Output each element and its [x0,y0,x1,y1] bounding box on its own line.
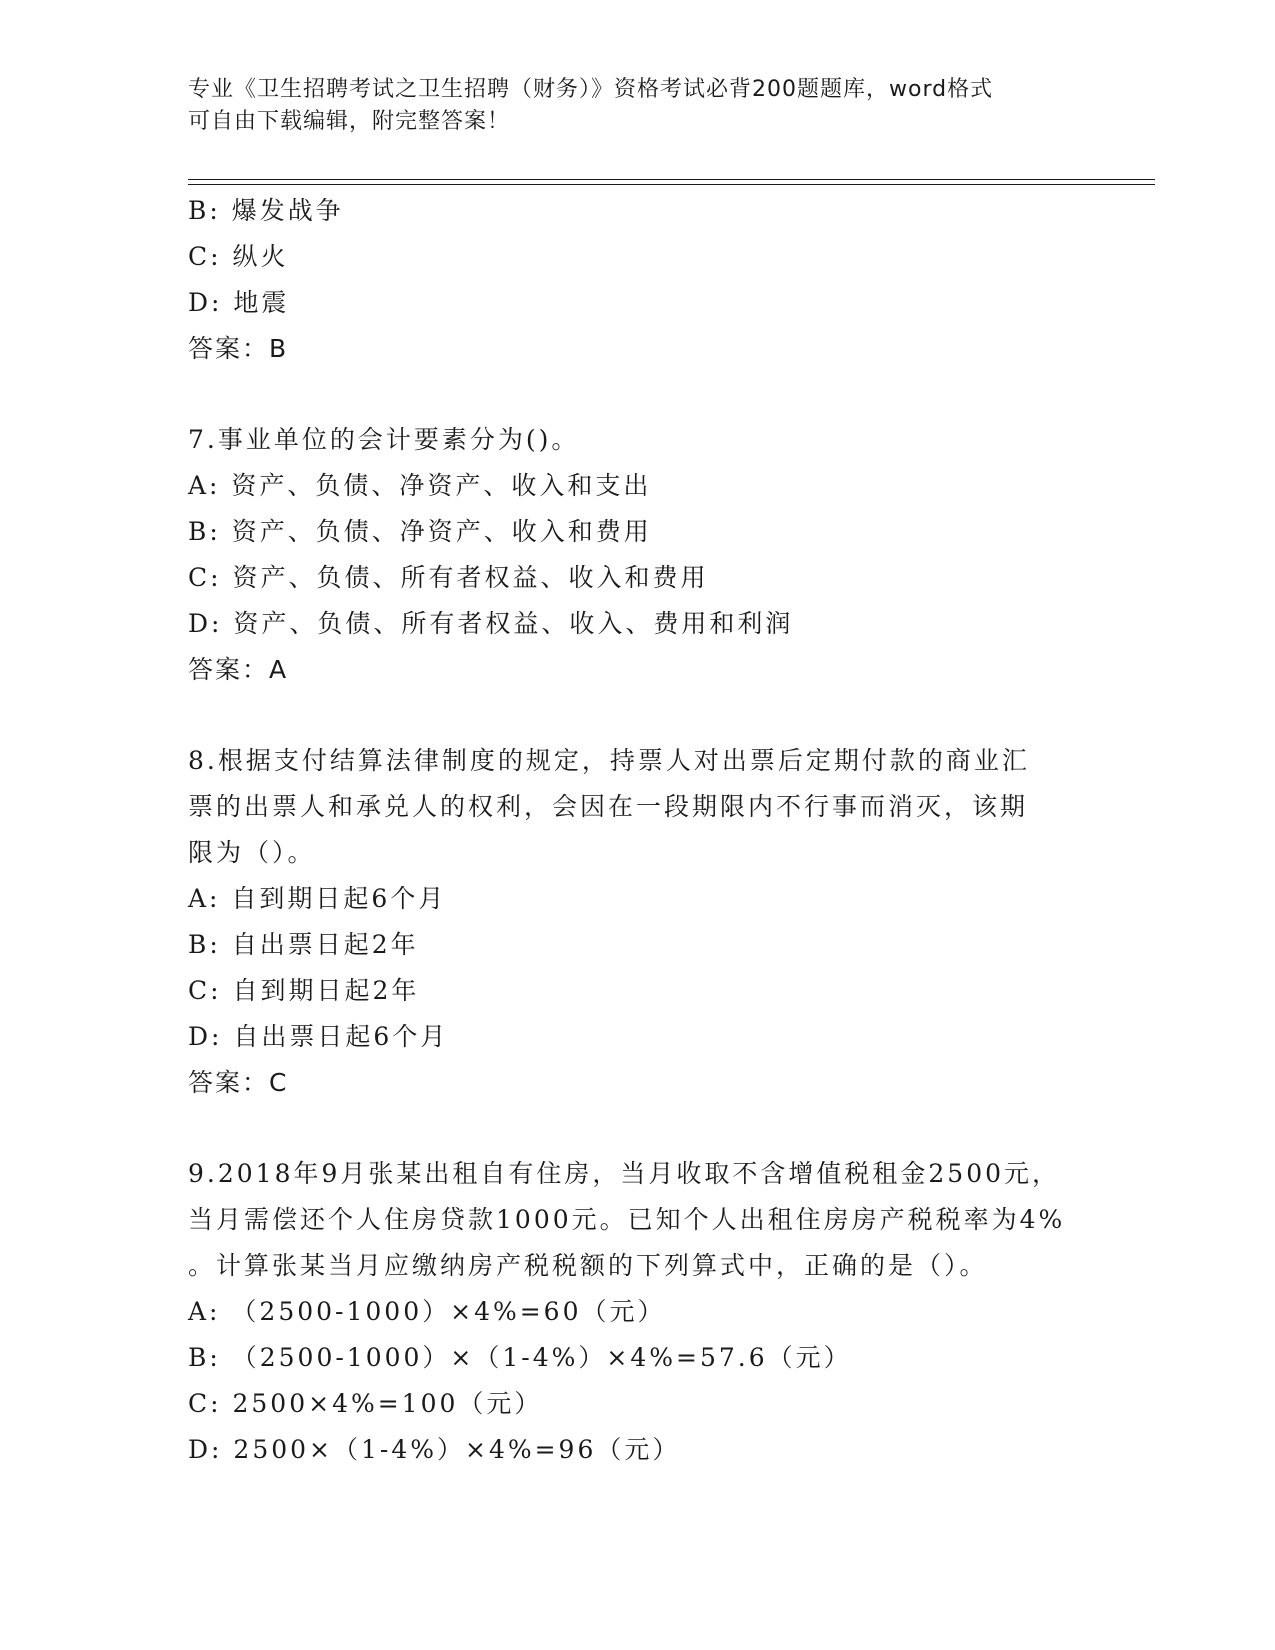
option-d: D: 资产、负债、所有者权益、收入、费用和利润 [188,609,794,638]
option-b: B: 资产、负债、净资产、收入和费用 [188,517,652,546]
answer-line: 答案：A [188,655,289,684]
stem-line: 7.事业单位的会计要素分为()。 [188,425,580,454]
answer-line: 答案：B [188,334,289,363]
question-stem [188,738,1088,876]
option-d: D: 地震 [188,288,290,317]
header-rule-bottom [188,184,1155,185]
document-header [188,74,1068,138]
option-c: C: 2500×4%=100（元） [188,1389,543,1418]
option-a: A: 资产、负债、净资产、收入和支出 [188,471,652,500]
option-c: C: 自到期日起2年 [188,976,420,1005]
stem-line: 限为（）。 [188,838,316,867]
header-line-2: 可自由下载编辑，附完整答案！ [188,109,511,134]
question-8 [188,738,1088,1106]
spacer [188,372,1088,417]
header-rule-top [188,179,1155,180]
question-stem [188,1151,1088,1289]
spacer [188,693,1088,738]
option-a: A: 自到期日起6个月 [188,884,447,913]
question-6-continued [188,188,1088,372]
question-stem [188,417,1088,463]
stem-line: 票的出票人和承兑人的权利，会因在一段期限内不行事而消灭，该期 [188,792,1029,821]
option-b: B: 爆发战争 [188,196,344,225]
question-9 [188,1151,1088,1473]
spacer [188,1106,1088,1151]
stem-line: 当月需偿还个人住房贷款1000元。已知个人出租住房房产税税率为4% [188,1205,1066,1234]
option-d: D: 自出票日起6个月 [188,1022,449,1051]
option-a: A: （2500-1000）×4%=60（元） [188,1297,666,1326]
stem-line: 9.2018年9月张某出租自有住房，当月收取不含增值税租金2500元， [188,1159,1061,1188]
stem-line: 8.根据支付结算法律制度的规定，持票人对出票后定期付款的商业汇 [188,746,1030,775]
option-d: D: 2500×（1-4%）×4%=96（元） [188,1435,681,1464]
option-b: B: 自出票日起2年 [188,930,419,959]
header-line-1: 专业《卫生招聘考试之卫生招聘（财务）》资格考试必背200题题库，word格式 [188,77,994,102]
answer-line: 答案：C [188,1068,289,1097]
option-b: B: （2500-1000）×（1-4%）×4%=57.6（元） [188,1343,852,1372]
question-list [188,188,1088,1473]
stem-line: 。计算张某当月应缴纳房产税税额的下列算式中，正确的是（）。 [188,1251,988,1280]
option-c: C: 资产、负债、所有者权益、收入和费用 [188,563,709,592]
question-7 [188,417,1088,693]
option-c: C: 纵火 [188,242,289,271]
